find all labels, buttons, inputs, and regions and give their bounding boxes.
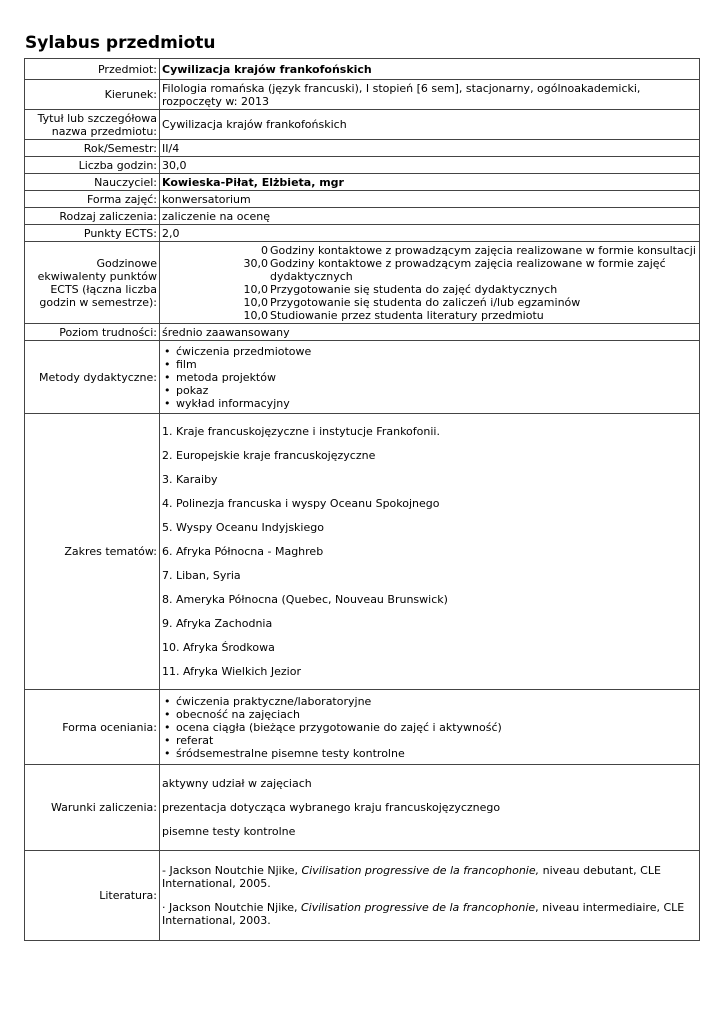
hours-item	[162, 296, 697, 309]
label-godziny: Liczba godzin:	[25, 157, 160, 174]
row-metody	[25, 341, 700, 414]
list-item: • metoda projektów	[164, 371, 697, 384]
value-nauczyciel: Kowieska-Piłat, Elżbieta, mgr	[160, 174, 700, 191]
value-rodzaj: zaliczenie na ocenę	[160, 208, 700, 225]
label-ekwiwalenty: Godzinowe ekwiwalenty punktów ECTS (łączna liczba godzin w semestrze):	[25, 242, 160, 324]
condition-item: aktywny udział w zajęciach	[162, 777, 312, 790]
row-nauczyciel	[25, 174, 700, 191]
hours-item	[162, 257, 697, 283]
condition-item: pisemne testy kontrolne	[162, 825, 296, 838]
label-rok: Rok/Semestr:	[25, 140, 160, 157]
list-item: • ocena ciągła (bieżące przygotowanie do zajęć i aktywność)	[164, 721, 697, 734]
label-warunki: Warunki zaliczenia:	[25, 765, 160, 851]
hours-item	[162, 244, 697, 257]
row-ects	[25, 225, 700, 242]
value-ects: 2,0	[160, 225, 700, 242]
list-item: • wykład informacyjny	[164, 397, 697, 410]
label-ocenianie: Forma oceniania:	[25, 690, 160, 765]
value-tytul: Cywilizacja krajów frankofońskich	[160, 110, 700, 140]
row-forma-zajec	[25, 191, 700, 208]
hours-value: 10,0	[243, 308, 268, 322]
row-godziny	[25, 157, 700, 174]
topic-item: 7. Liban, Syria	[162, 569, 241, 582]
label-forma-zajec: Forma zajęć:	[25, 191, 160, 208]
topic-item: 6. Afryka Północna - Maghreb	[162, 545, 324, 558]
label-literatura: Literatura:	[25, 851, 160, 941]
topic-item: 2. Europejskie kraje francuskojęzyczne	[162, 449, 376, 462]
value-metody	[160, 341, 700, 414]
list-item: • pokaz	[164, 384, 697, 397]
list-item: • film	[164, 358, 697, 371]
label-zakres: Zakres tematów:	[25, 414, 160, 690]
topic-item: 5. Wyspy Oceanu Indyjskiego	[162, 521, 324, 534]
topic-item: 3. Karaiby	[162, 473, 218, 486]
value-warunki	[160, 765, 700, 851]
value-ocenianie	[160, 690, 700, 765]
topic-item: 8. Ameryka Północna (Quebec, Nouveau Brunswick)	[162, 593, 448, 606]
methods-list	[162, 345, 697, 410]
list-item: • obecność na zajęciach	[164, 708, 697, 721]
value-przedmiot: Cywilizacja krajów frankofońskich	[160, 59, 700, 80]
syllabus-table	[24, 58, 700, 941]
hours-value: 10,0	[243, 295, 268, 309]
literature-title: Civilisation progressive de la francophonie	[301, 901, 536, 914]
value-rok: II/4	[160, 140, 700, 157]
row-zakres	[25, 414, 700, 690]
value-zakres	[160, 414, 700, 690]
hours-list	[162, 244, 697, 322]
label-przedmiot: Przedmiot:	[25, 59, 160, 80]
hours-value: 30,0	[243, 256, 268, 270]
row-rodzaj	[25, 208, 700, 225]
list-item: • ćwiczenia praktyczne/laboratoryjne	[164, 695, 697, 708]
hours-text: Przygotowanie się studenta do zaliczeń i/lub egzaminów	[270, 295, 581, 309]
value-forma-zajec: konwersatorium	[160, 191, 700, 208]
grading-list	[162, 695, 697, 760]
literature-author: · Jackson Noutchie Njike,	[162, 901, 301, 914]
label-rodzaj: Rodzaj zaliczenia:	[25, 208, 160, 225]
label-nauczyciel: Nauczyciel:	[25, 174, 160, 191]
row-kierunek	[25, 80, 700, 110]
row-rok	[25, 140, 700, 157]
hours-item	[162, 309, 697, 322]
topic-item: 4. Polinezja francuska i wyspy Oceanu Spokojnego	[162, 497, 440, 510]
label-tytul: Tytuł lub szczegółowa nazwa przedmiotu:	[25, 110, 160, 140]
literature-title: Civilisation progressive de la francophonie,	[301, 864, 540, 877]
value-literatura	[160, 851, 700, 941]
row-poziom	[25, 324, 700, 341]
condition-item: prezentacja dotycząca wybranego kraju francuskojęzycznego	[162, 801, 501, 814]
hours-text: Studiowanie przez studenta literatury przedmiotu	[270, 308, 544, 322]
row-tytul	[25, 110, 700, 140]
hours-value: 0	[261, 243, 268, 257]
topic-item: 10. Afryka Środkowa	[162, 641, 275, 654]
hours-value: 10,0	[243, 282, 268, 296]
label-poziom: Poziom trudności:	[25, 324, 160, 341]
list-item: • referat	[164, 734, 697, 747]
hours-text: Godziny kontaktowe z prowadzącym zajęcia realizowane w formie konsultacji	[270, 243, 696, 257]
list-item: • ćwiczenia przedmiotowe	[164, 345, 697, 358]
hours-text: Przygotowanie się studenta do zajęć dydaktycznych	[270, 282, 558, 296]
literature-author: - Jackson Noutchie Njike,	[162, 864, 302, 877]
label-kierunek: Kierunek:	[25, 80, 160, 110]
row-warunki	[25, 765, 700, 851]
row-przedmiot	[25, 59, 700, 80]
page-title: Sylabus przedmiotu	[25, 33, 216, 53]
list-item: • śródsemestralne pisemne testy kontrolne	[164, 747, 697, 760]
literature-details: , niveau intermediaire, CLE International, 2003.	[162, 901, 685, 927]
literature-item	[162, 864, 697, 890]
hours-text: Godziny kontaktowe z prowadzącym zajęcia realizowane w formie zajęć dydaktycznych	[270, 256, 666, 283]
literature-details: niveau debutant, CLE International, 2005.	[162, 864, 661, 890]
label-metody: Metody dydaktyczne:	[25, 341, 160, 414]
value-ekwiwalenty	[160, 242, 700, 324]
hours-item	[162, 283, 697, 296]
row-literatura	[25, 851, 700, 941]
row-ekwiwalenty	[25, 242, 700, 324]
value-godziny: 30,0	[160, 157, 700, 174]
row-ocenianie	[25, 690, 700, 765]
topic-item: 1. Kraje francuskojęzyczne i instytucje Frankofonii.	[162, 425, 440, 438]
label-ects: Punkty ECTS:	[25, 225, 160, 242]
value-poziom: średnio zaawansowany	[160, 324, 700, 341]
topic-item: 11. Afryka Wielkich Jezior	[162, 665, 301, 678]
topic-item: 9. Afryka Zachodnia	[162, 617, 273, 630]
value-kierunek: Filologia romańska (język francuski), I stopień [6 sem], stacjonarny, ogólnoakademicki, rozpoczęty w: 2013	[160, 80, 700, 110]
literature-item	[162, 901, 697, 927]
